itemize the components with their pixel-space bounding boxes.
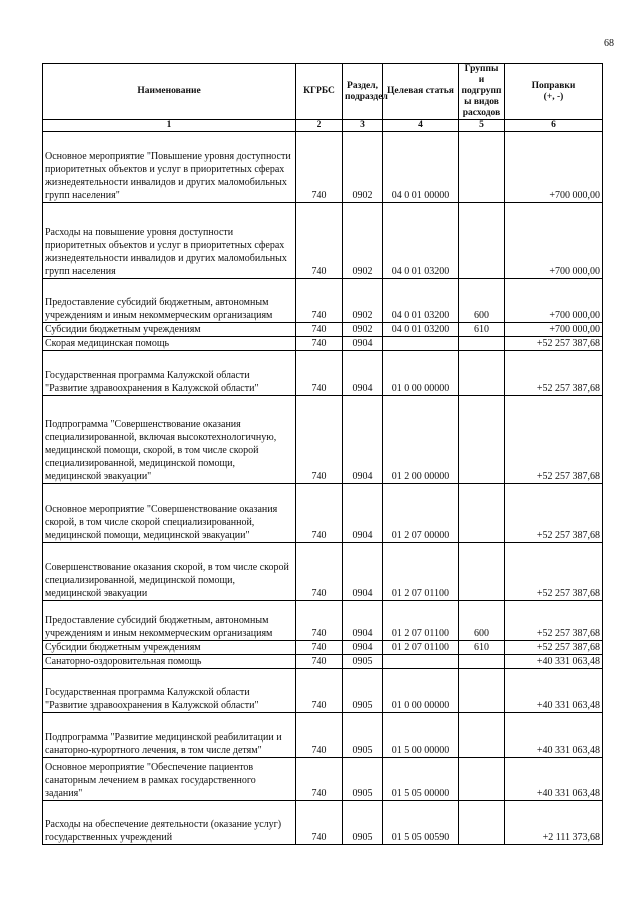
row-section: 0904 — [343, 396, 383, 484]
row-amount: +52 257 387,68 — [505, 396, 603, 484]
row-target: 01 5 05 00000 — [383, 758, 459, 801]
row-group: 600 — [459, 279, 505, 323]
row-target: 01 2 07 01100 — [383, 641, 459, 655]
table-row — [43, 669, 603, 713]
row-target — [383, 655, 459, 669]
row-target: 01 2 00 00000 — [383, 396, 459, 484]
row-name: Расходы на повышение уровня доступности приоритетных объектов и услуг в приоритетных сферах жизнедеятельности инвалидов и других маломобильных групп населения — [43, 203, 296, 279]
row-name: Предоставление субсидий бюджетным, автономным учреждениям и иным некоммерческим организациям — [43, 279, 296, 323]
row-group — [459, 543, 505, 601]
header-kgrbs: КГРБС — [296, 64, 343, 120]
row-section: 0902 — [343, 132, 383, 203]
header-target: Целевая статья — [383, 64, 459, 120]
row-group: 610 — [459, 323, 505, 337]
row-section: 0904 — [343, 601, 383, 641]
row-kgrbs: 740 — [296, 801, 343, 845]
column-number: 1 — [43, 120, 296, 132]
row-kgrbs: 740 — [296, 337, 343, 351]
row-section: 0905 — [343, 655, 383, 669]
row-name: Расходы на обеспечение деятельности (оказание услуг) государственных учреждений — [43, 801, 296, 845]
row-name: Основное мероприятие "Обеспечение пациентов санаторным лечением в рамках государственного задания" — [43, 758, 296, 801]
row-section: 0905 — [343, 669, 383, 713]
row-section: 0905 — [343, 713, 383, 758]
row-name: Санаторно-оздоровительная помощь — [43, 655, 296, 669]
row-name: Субсидии бюджетным учреждениям — [43, 641, 296, 655]
row-group — [459, 351, 505, 396]
row-target: 01 2 07 01100 — [383, 543, 459, 601]
column-number: 5 — [459, 120, 505, 132]
row-section: 0902 — [343, 203, 383, 279]
table-row — [43, 203, 603, 279]
row-kgrbs: 740 — [296, 669, 343, 713]
column-number: 3 — [343, 120, 383, 132]
row-group — [459, 801, 505, 845]
row-section: 0902 — [343, 279, 383, 323]
row-section: 0904 — [343, 351, 383, 396]
row-amount: +40 331 063,48 — [505, 758, 603, 801]
table-row — [43, 801, 603, 845]
row-target: 04 0 01 03200 — [383, 279, 459, 323]
column-number: 6 — [505, 120, 603, 132]
row-amount: +40 331 063,48 — [505, 713, 603, 758]
row-section: 0904 — [343, 543, 383, 601]
row-section: 0905 — [343, 758, 383, 801]
header-section: Раздел, подраздел — [343, 64, 383, 120]
row-amount: +52 257 387,68 — [505, 641, 603, 655]
row-kgrbs: 740 — [296, 641, 343, 655]
row-amount: +52 257 387,68 — [505, 601, 603, 641]
row-name: Совершенствование оказания скорой, в том числе скорой специализированной, медицинской помощи, медицинской эвакуации — [43, 543, 296, 601]
row-amount: +700 000,00 — [505, 203, 603, 279]
row-amount: +700 000,00 — [505, 132, 603, 203]
row-target: 04 0 01 03200 — [383, 323, 459, 337]
row-kgrbs: 740 — [296, 601, 343, 641]
row-group — [459, 132, 505, 203]
row-section: 0904 — [343, 337, 383, 351]
row-kgrbs: 740 — [296, 132, 343, 203]
row-amount: +52 257 387,68 — [505, 351, 603, 396]
row-target — [383, 337, 459, 351]
row-kgrbs: 740 — [296, 351, 343, 396]
row-amount: +52 257 387,68 — [505, 337, 603, 351]
row-target: 01 5 00 00000 — [383, 713, 459, 758]
row-amount: +700 000,00 — [505, 323, 603, 337]
budget-table — [42, 63, 603, 845]
row-group: 600 — [459, 601, 505, 641]
row-kgrbs: 740 — [296, 484, 343, 543]
row-name: Подпрограмма "Развитие медицинской реабилитации и санаторно-курортного лечения, в том числе детям" — [43, 713, 296, 758]
row-group: 610 — [459, 641, 505, 655]
row-kgrbs: 740 — [296, 713, 343, 758]
row-section: 0902 — [343, 323, 383, 337]
row-group — [459, 758, 505, 801]
column-number: 2 — [296, 120, 343, 132]
row-name: Государственная программа Калужской области "Развитие здравоохранения в Калужской области" — [43, 351, 296, 396]
row-name: Основное мероприятие "Повышение уровня доступности приоритетных объектов и услуг в приоритетных сферах жизнедеятельности инвалидов и других маломобильных групп населения" — [43, 132, 296, 203]
page-number: 68 — [604, 38, 614, 49]
row-group — [459, 655, 505, 669]
header-name: Наименование — [43, 64, 296, 120]
header-groups: Группы и подгрупп ы видов расходов — [459, 64, 505, 120]
row-name: Предоставление субсидий бюджетным, автономным учреждениям и иным некоммерческим организациям — [43, 601, 296, 641]
row-kgrbs: 740 — [296, 323, 343, 337]
table-row — [43, 601, 603, 641]
row-group — [459, 396, 505, 484]
row-group — [459, 713, 505, 758]
row-target: 01 2 07 01100 — [383, 601, 459, 641]
row-group — [459, 337, 505, 351]
row-target: 01 0 00 00000 — [383, 351, 459, 396]
row-target: 04 0 01 03200 — [383, 203, 459, 279]
row-amount: +700 000,00 — [505, 279, 603, 323]
table-row — [43, 337, 603, 351]
table-row — [43, 484, 603, 543]
row-amount: +52 257 387,68 — [505, 543, 603, 601]
table-row — [43, 655, 603, 669]
row-kgrbs: 740 — [296, 655, 343, 669]
row-name: Субсидии бюджетным учреждениям — [43, 323, 296, 337]
row-name: Подпрограмма "Совершенствование оказания специализированной, включая высокотехнологичную, медицинской помощи, скорой, в том числе скорой специализированной, медицинской помощи, медицинской эвакуации" — [43, 396, 296, 484]
row-group — [459, 203, 505, 279]
row-name: Скорая медицинская помощь — [43, 337, 296, 351]
row-target: 04 0 01 00000 — [383, 132, 459, 203]
row-section: 0904 — [343, 484, 383, 543]
row-kgrbs: 740 — [296, 203, 343, 279]
row-kgrbs: 740 — [296, 758, 343, 801]
row-name: Государственная программа Калужской области "Развитие здравоохранения в Калужской области" — [43, 669, 296, 713]
row-amount: +52 257 387,68 — [505, 484, 603, 543]
table-row — [43, 279, 603, 323]
header-amendments-label: Поправки — [531, 80, 576, 91]
header-row — [43, 64, 603, 120]
table-row — [43, 758, 603, 801]
row-section: 0905 — [343, 801, 383, 845]
row-group — [459, 669, 505, 713]
table-row — [43, 641, 603, 655]
table-row — [43, 543, 603, 601]
header-amendments — [505, 64, 603, 120]
row-target: 01 0 00 00000 — [383, 669, 459, 713]
row-kgrbs: 740 — [296, 279, 343, 323]
table-row — [43, 396, 603, 484]
row-group — [459, 484, 505, 543]
row-amount: +40 331 063,48 — [505, 655, 603, 669]
row-amount: +40 331 063,48 — [505, 669, 603, 713]
table-row — [43, 132, 603, 203]
header-amendments-sign: (+, -) — [543, 91, 564, 102]
row-section: 0904 — [343, 641, 383, 655]
table-row — [43, 351, 603, 396]
table-row — [43, 323, 603, 337]
column-number: 4 — [383, 120, 459, 132]
column-number-row — [43, 120, 603, 132]
row-target: 01 5 05 00590 — [383, 801, 459, 845]
row-name: Основное мероприятие "Совершенствование оказания скорой, в том числе скорой специализированной, медицинской помощи, медицинской эвакуации" — [43, 484, 296, 543]
row-amount: +2 111 373,68 — [505, 801, 603, 845]
row-kgrbs: 740 — [296, 396, 343, 484]
row-target: 01 2 07 00000 — [383, 484, 459, 543]
row-kgrbs: 740 — [296, 543, 343, 601]
table-row — [43, 713, 603, 758]
